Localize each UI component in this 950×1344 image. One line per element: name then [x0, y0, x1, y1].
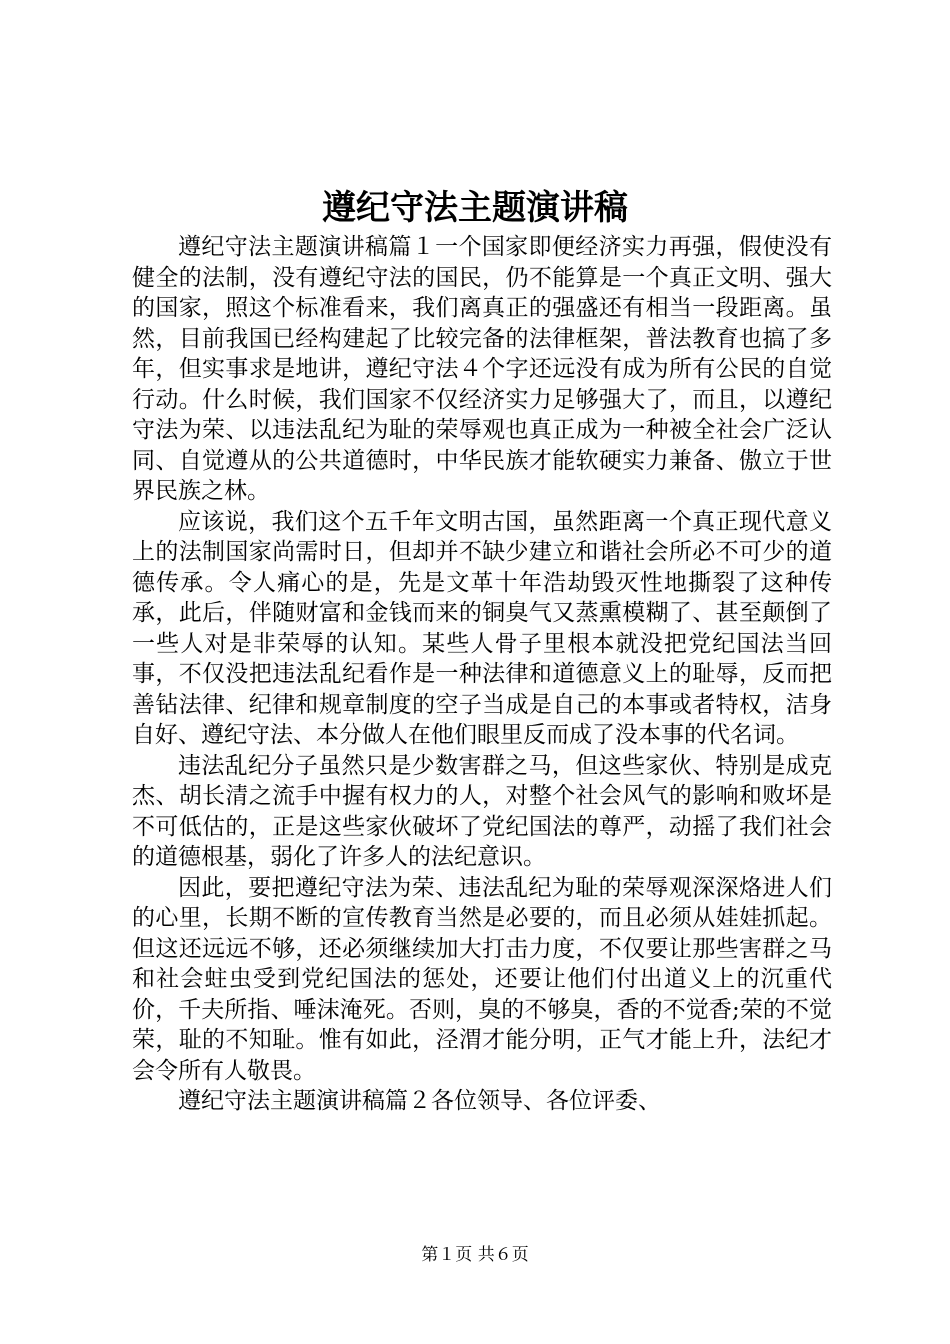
paragraph: 应该说，我们这个五千年文明古国，虽然距离一个真正现代意义上的法制国家尚需时日，但却并不缺少建立和谐社会所必不可少的道德传承。令人痛心的是，先是文革十年浩劫毁灭性地撕裂了这种传承，此后，伴随财富和金钱而来的铜臭气又蒸熏模糊了、甚至颠倒了一些人对是非荣辱的认知。某些人骨子里根本就没把党纪国法当回事，不仅没把违法乱纪看作是一种法律和道德意义上的耻辱，反而把善钻法律、纪律和规章制度的空子当成是自己的本事或者特权，洁身自好、遵纪守法、本分做人在他们眼里反而成了没本事的代名词。	[132, 508, 832, 748]
paragraph: 遵纪守法主题演讲稿篇２各位领导、各位评委、	[178, 1088, 661, 1114]
document-body	[132, 232, 832, 1117]
paragraph: 遵纪守法主题演讲稿篇１一个国家即便经济实力再强，假使没有健全的法制，没有遵纪守法的国民，仍不能算是一个真正文明、强大的国家，照这个标准看来，我们离真正的强盛还有相当一段距离。虽然，目前我国已经构建起了比较完备的法律框架，普法教育也搞了多年，但实事求是地讲，遵纪守法４个字还远没有成为所有公民的自觉行动。什么时候，我们国家不仅经济实力足够强大了，而且，以遵纪守法为荣、以违法乱纪为耻的荣辱观也真正成为一种被全社会广泛认同、自觉遵从的公共道德时，中华民族才能软硬实力兼备、傲立于世界民族之林。	[132, 234, 832, 504]
paragraph: 违法乱纪分子虽然只是少数害群之马，但这些家伙、特别是成克杰、胡长清之流手中握有权力的人，对整个社会风气的影响和败坏是不可低估的，正是这些家伙破坏了党纪国法的尊严，动摇了我们社会的道德根基，弱化了许多人的法纪意识。	[132, 752, 832, 870]
page-footer: 第１页 共６页	[421, 1245, 529, 1265]
paragraph: 因此，要把遵纪守法为荣、违法乱纪为耻的荣辱观深深烙进人们的心里，长期不断的宣传教育当然是必要的，而且必须从娃娃抓起。但这还远远不够，还必须继续加大打击力度，不仅要让那些害群之马和社会蛀虫受到党纪国法的惩处，还要让他们付出道义上的沉重代价，千夫所指、唾沫淹死。否则，臭的不够臭，香的不觉香;荣的不觉荣，耻的不知耻。惟有如此，泾渭才能分明，正气才能上升，法纪才会令所有人敬畏。	[132, 874, 832, 1084]
document-title: 遵纪守法主题演讲稿	[322, 188, 628, 228]
